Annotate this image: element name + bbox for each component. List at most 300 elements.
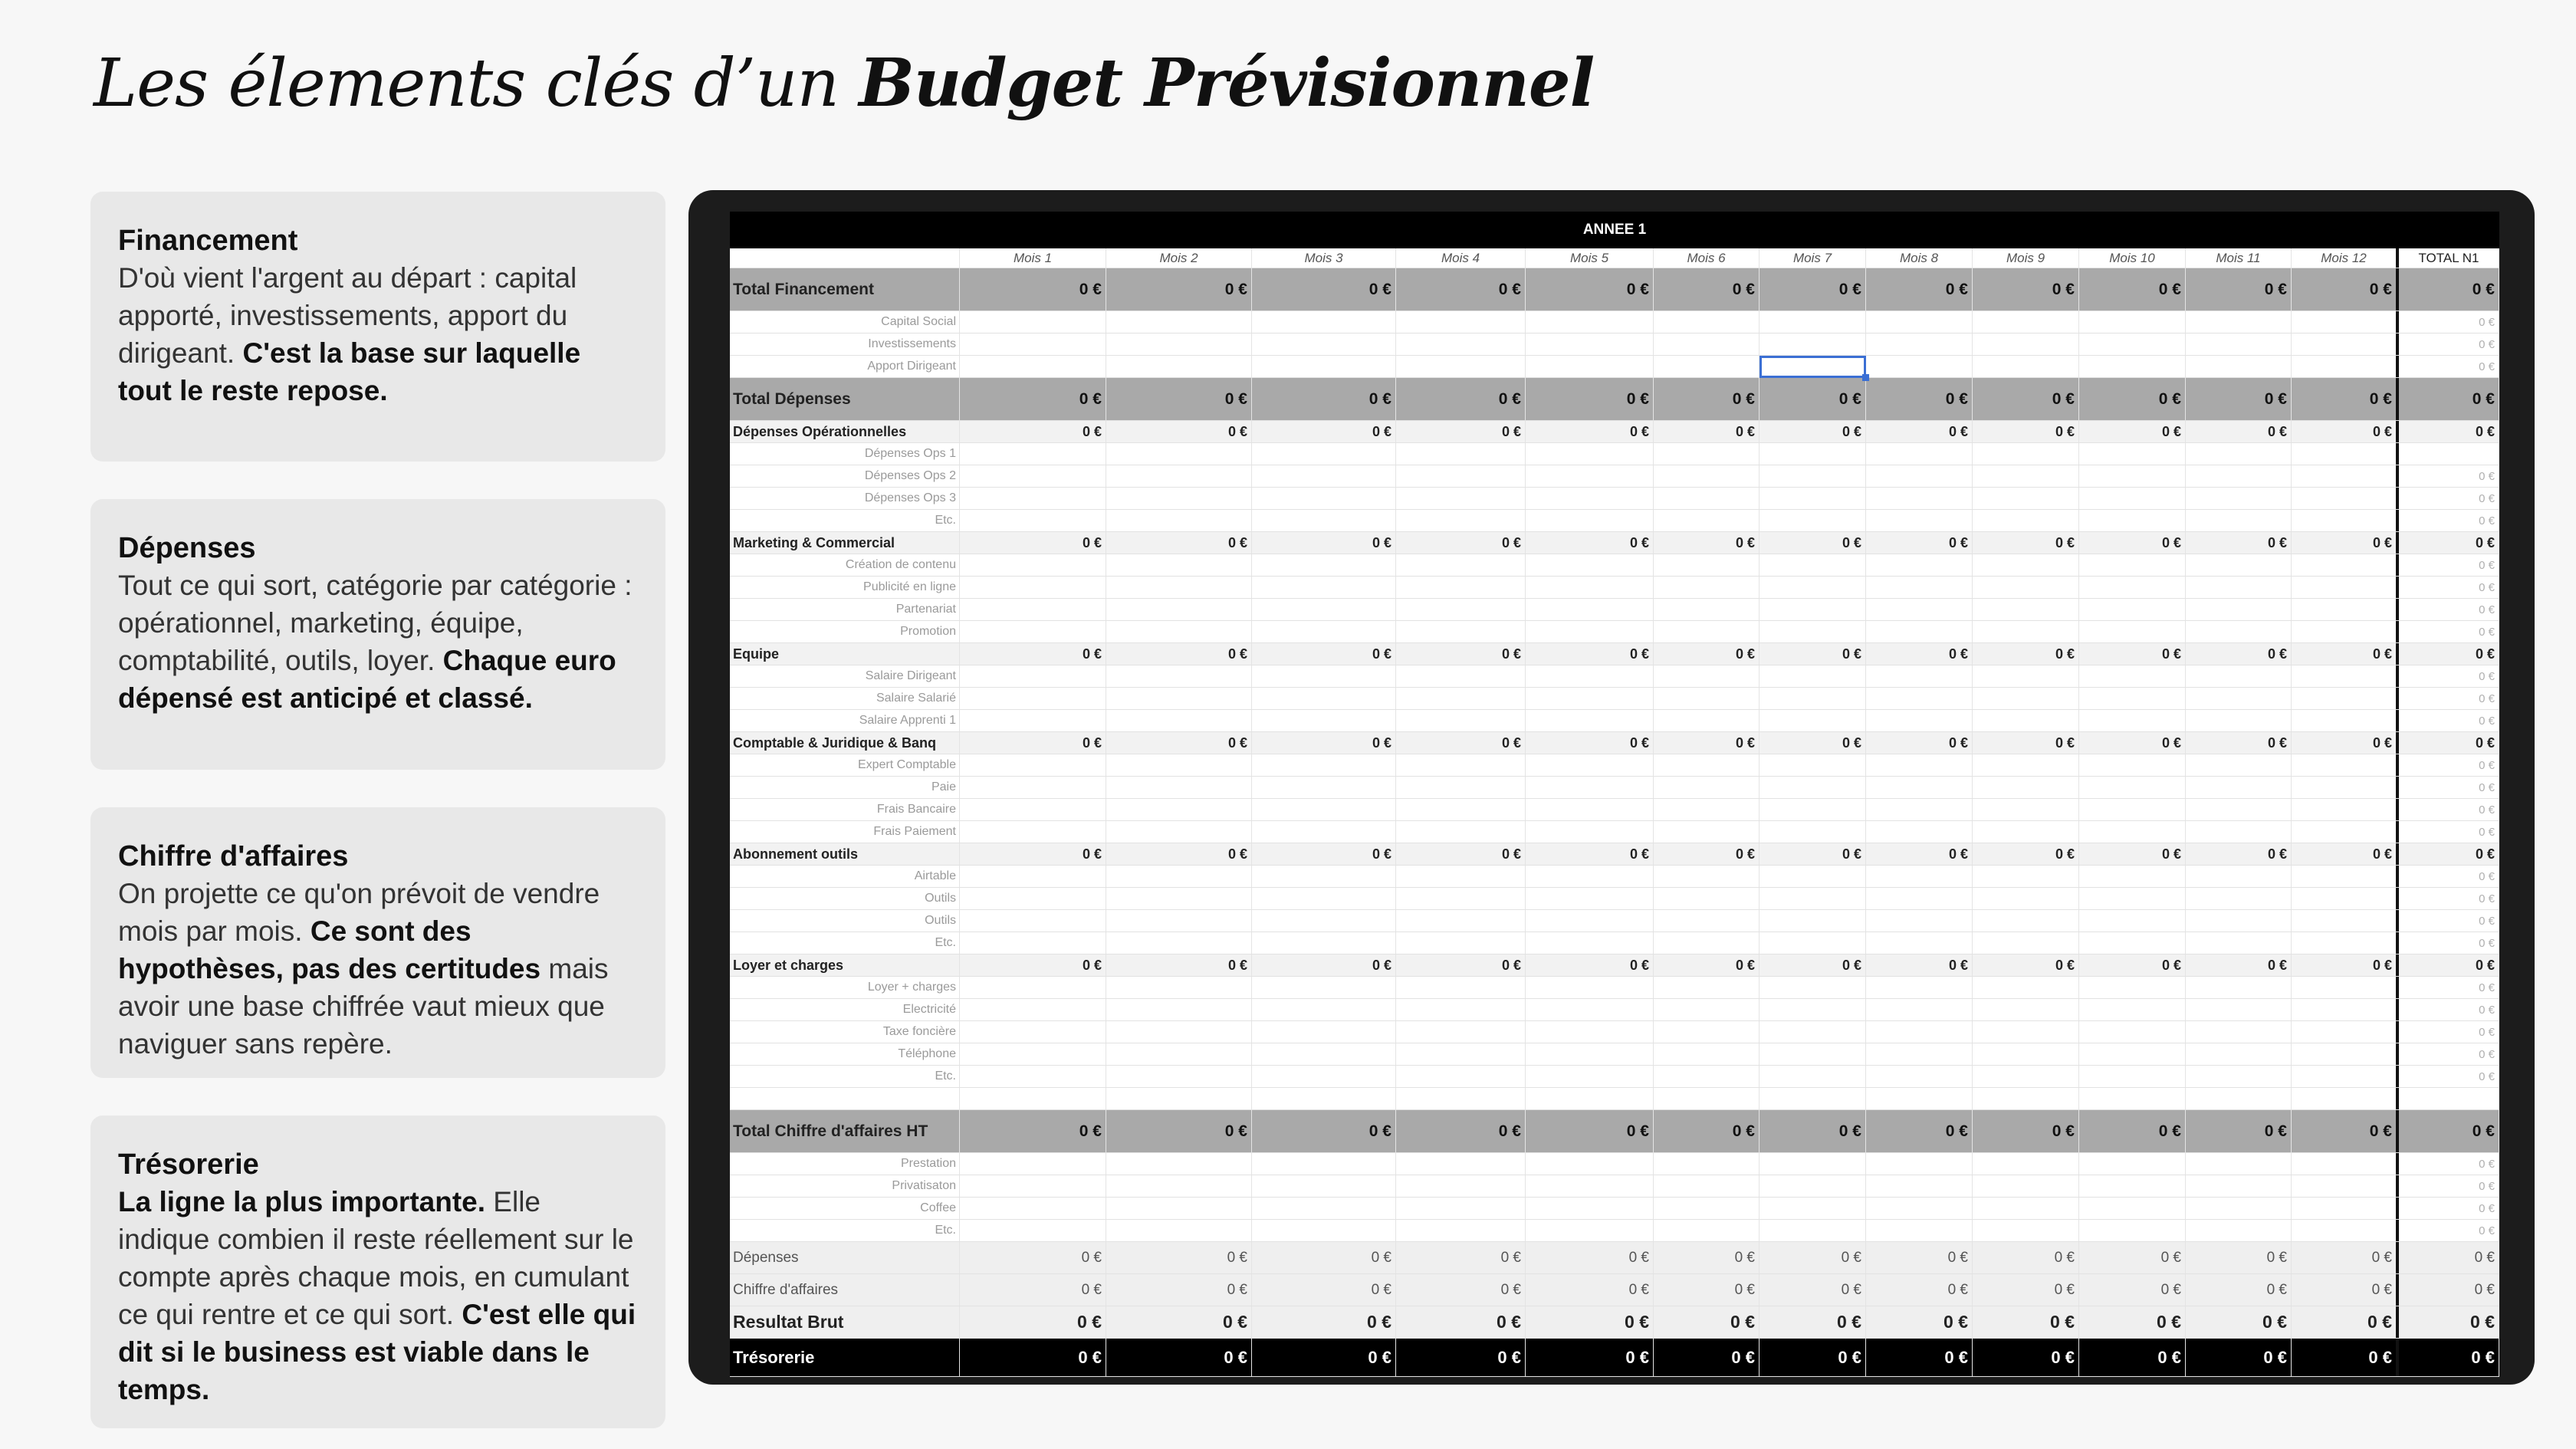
value-cell[interactable] [1866, 577, 1973, 598]
month-header[interactable]: Mois 10 [2079, 248, 2186, 268]
value-cell[interactable] [1654, 1043, 1760, 1065]
value-cell[interactable] [1106, 1021, 1252, 1043]
value-cell[interactable] [2292, 1220, 2399, 1241]
value-cell[interactable]: 0 € [1396, 1274, 1526, 1306]
value-cell[interactable] [1760, 1021, 1866, 1043]
value-cell[interactable] [1106, 1175, 1252, 1197]
value-cell[interactable] [2079, 1066, 2186, 1087]
value-cell[interactable] [1526, 443, 1654, 465]
row-label[interactable]: Airtable [730, 866, 960, 887]
value-cell[interactable]: 0 € [960, 643, 1106, 665]
value-cell[interactable] [1252, 777, 1396, 798]
value-cell[interactable] [2079, 1153, 2186, 1175]
value-cell[interactable] [1252, 1220, 1396, 1241]
value-cell[interactable]: 0 € [1760, 1110, 1866, 1152]
value-cell[interactable] [1973, 1175, 2079, 1197]
value-cell[interactable] [1526, 710, 1654, 731]
value-cell[interactable] [2079, 932, 2186, 954]
value-cell[interactable]: 0 € [1866, 1242, 1973, 1273]
value-cell[interactable] [1760, 488, 1866, 509]
row-label[interactable]: Salaire Salarié [730, 688, 960, 709]
value-cell[interactable]: 0 € [1252, 643, 1396, 665]
row-label[interactable]: Total Chiffre d'affaires HT [730, 1110, 960, 1152]
value-cell[interactable] [2186, 1021, 2292, 1043]
value-cell[interactable] [1654, 710, 1760, 731]
row-label[interactable]: Frais Bancaire [730, 799, 960, 820]
value-cell[interactable] [2079, 688, 2186, 709]
value-cell[interactable]: 0 € [1526, 955, 1654, 976]
value-cell[interactable] [1252, 754, 1396, 776]
value-cell[interactable] [960, 488, 1106, 509]
value-cell[interactable] [1252, 710, 1396, 731]
total-cell[interactable]: 0 € [2399, 1066, 2499, 1087]
total-cell[interactable]: 0 € [2399, 356, 2499, 377]
value-cell[interactable]: 0 € [1760, 643, 1866, 665]
value-cell[interactable] [960, 1043, 1106, 1065]
value-cell[interactable] [1973, 1066, 2079, 1087]
value-cell[interactable] [1252, 932, 1396, 954]
value-cell[interactable] [1526, 866, 1654, 887]
total-cell[interactable]: 0 € [2399, 488, 2499, 509]
value-cell[interactable] [2292, 577, 2399, 598]
budget-spreadsheet[interactable] [730, 212, 2499, 1367]
total-cell[interactable] [2399, 1088, 2499, 1109]
value-cell[interactable] [1866, 554, 1973, 576]
value-cell[interactable] [1973, 977, 2079, 998]
row-label[interactable]: Investissements [730, 334, 960, 355]
value-cell[interactable] [1526, 488, 1654, 509]
row-label[interactable]: Electricité [730, 999, 960, 1020]
row-label[interactable]: Publicité en ligne [730, 577, 960, 598]
value-cell[interactable]: 0 € [2079, 843, 2186, 865]
value-cell[interactable] [1866, 599, 1973, 620]
value-cell[interactable]: 0 € [2186, 1339, 2292, 1376]
value-cell[interactable]: 0 € [1252, 532, 1396, 554]
value-cell[interactable] [1760, 443, 1866, 465]
value-cell[interactable] [1973, 1021, 2079, 1043]
value-cell[interactable]: 0 € [1760, 1306, 1866, 1338]
value-cell[interactable] [1866, 488, 1973, 509]
value-cell[interactable] [1760, 577, 1866, 598]
value-cell[interactable]: 0 € [2292, 421, 2399, 442]
value-cell[interactable] [2186, 665, 2292, 687]
value-cell[interactable] [1396, 465, 1526, 487]
value-cell[interactable] [960, 1198, 1106, 1219]
value-cell[interactable]: 0 € [2186, 1306, 2292, 1338]
total-cell[interactable]: 0 € [2399, 932, 2499, 954]
value-cell[interactable]: 0 € [1526, 1274, 1654, 1306]
value-cell[interactable] [1526, 1088, 1654, 1109]
value-cell[interactable]: 0 € [1106, 1274, 1252, 1306]
value-cell[interactable] [960, 1175, 1106, 1197]
value-cell[interactable]: 0 € [2079, 1339, 2186, 1376]
row-label[interactable]: Coffee [730, 1198, 960, 1219]
total-cell[interactable]: 0 € [2399, 311, 2499, 333]
value-cell[interactable]: 0 € [1252, 1110, 1396, 1152]
value-cell[interactable] [1654, 599, 1760, 620]
value-cell[interactable]: 0 € [1654, 643, 1760, 665]
value-cell[interactable] [1654, 1175, 1760, 1197]
value-cell[interactable] [1973, 1198, 2079, 1219]
value-cell[interactable] [1760, 334, 1866, 355]
value-cell[interactable]: 0 € [1252, 421, 1396, 442]
value-cell[interactable]: 0 € [1654, 843, 1760, 865]
value-cell[interactable]: 0 € [1866, 421, 1973, 442]
value-cell[interactable] [960, 866, 1106, 887]
value-cell[interactable]: 0 € [1654, 955, 1760, 976]
value-cell[interactable] [1866, 977, 1973, 998]
value-cell[interactable]: 0 € [1654, 1242, 1760, 1273]
value-cell[interactable]: 0 € [1866, 1339, 1973, 1376]
total-cell[interactable]: 0 € [2399, 378, 2499, 420]
value-cell[interactable]: 0 € [960, 421, 1106, 442]
value-cell[interactable] [960, 665, 1106, 687]
value-cell[interactable]: 0 € [1973, 1242, 2079, 1273]
value-cell[interactable]: 0 € [1526, 843, 1654, 865]
value-cell[interactable]: 0 € [1526, 1306, 1654, 1338]
value-cell[interactable]: 0 € [2079, 732, 2186, 754]
value-cell[interactable]: 0 € [2186, 532, 2292, 554]
value-cell[interactable] [960, 1066, 1106, 1087]
value-cell[interactable] [960, 932, 1106, 954]
value-cell[interactable]: 0 € [1252, 732, 1396, 754]
value-cell[interactable] [1760, 311, 1866, 333]
value-cell[interactable] [1396, 710, 1526, 731]
value-cell[interactable] [960, 465, 1106, 487]
total-cell[interactable]: 0 € [2399, 421, 2499, 442]
header-label-cell[interactable] [730, 248, 960, 268]
value-cell[interactable] [2079, 1043, 2186, 1065]
value-cell[interactable] [1654, 311, 1760, 333]
value-cell[interactable]: 0 € [1396, 843, 1526, 865]
value-cell[interactable]: 0 € [2292, 1306, 2399, 1338]
value-cell[interactable] [1526, 1066, 1654, 1087]
total-cell[interactable]: 0 € [2399, 1043, 2499, 1065]
month-header[interactable]: Mois 7 [1760, 248, 1866, 268]
value-cell[interactable] [1106, 510, 1252, 531]
value-cell[interactable] [1866, 1021, 1973, 1043]
value-cell[interactable]: 0 € [1396, 732, 1526, 754]
value-cell[interactable] [1973, 1088, 2079, 1109]
total-cell[interactable]: 0 € [2399, 1306, 2499, 1338]
value-cell[interactable] [2079, 710, 2186, 731]
value-cell[interactable]: 0 € [960, 843, 1106, 865]
value-cell[interactable] [2292, 1021, 2399, 1043]
value-cell[interactable]: 0 € [1760, 732, 1866, 754]
value-cell[interactable] [2186, 888, 2292, 909]
value-cell[interactable] [1760, 777, 1866, 798]
value-cell[interactable] [1973, 821, 2079, 843]
total-cell[interactable]: 0 € [2399, 1242, 2499, 1273]
value-cell[interactable] [2186, 1043, 2292, 1065]
value-cell[interactable]: 0 € [960, 268, 1106, 310]
total-cell[interactable]: 0 € [2399, 1110, 2499, 1152]
value-cell[interactable] [1526, 1043, 1654, 1065]
value-cell[interactable]: 0 € [1526, 421, 1654, 442]
value-cell[interactable] [2079, 665, 2186, 687]
value-cell[interactable] [1106, 665, 1252, 687]
value-cell[interactable]: 0 € [1396, 532, 1526, 554]
value-cell[interactable] [1973, 999, 2079, 1020]
value-cell[interactable] [1866, 334, 1973, 355]
value-cell[interactable]: 0 € [1252, 955, 1396, 976]
total-cell[interactable]: 0 € [2399, 888, 2499, 909]
value-cell[interactable] [1654, 334, 1760, 355]
row-label[interactable]: Capital Social [730, 311, 960, 333]
value-cell[interactable]: 0 € [1526, 643, 1654, 665]
value-cell[interactable]: 0 € [1973, 1274, 2079, 1306]
value-cell[interactable]: 0 € [1106, 732, 1252, 754]
value-cell[interactable]: 0 € [1866, 1110, 1973, 1152]
value-cell[interactable]: 0 € [1106, 532, 1252, 554]
value-cell[interactable]: 0 € [1760, 1242, 1866, 1273]
value-cell[interactable] [1760, 688, 1866, 709]
value-cell[interactable] [2186, 1220, 2292, 1241]
value-cell[interactable] [1396, 999, 1526, 1020]
value-cell[interactable] [1526, 1021, 1654, 1043]
row-label[interactable]: Salaire Dirigeant [730, 665, 960, 687]
value-cell[interactable] [1252, 311, 1396, 333]
value-cell[interactable] [1866, 665, 1973, 687]
value-cell[interactable] [1526, 599, 1654, 620]
value-cell[interactable] [1396, 799, 1526, 820]
row-label[interactable]: Dépenses Opérationnelles [730, 421, 960, 442]
value-cell[interactable] [1973, 754, 2079, 776]
value-cell[interactable]: 0 € [2186, 421, 2292, 442]
value-cell[interactable] [1106, 356, 1252, 377]
value-cell[interactable] [1396, 665, 1526, 687]
value-cell[interactable] [1654, 910, 1760, 932]
value-cell[interactable] [1760, 821, 1866, 843]
value-cell[interactable] [2186, 599, 2292, 620]
value-cell[interactable] [1526, 999, 1654, 1020]
value-cell[interactable] [960, 888, 1106, 909]
value-cell[interactable] [1654, 1088, 1760, 1109]
value-cell[interactable] [1252, 577, 1396, 598]
value-cell[interactable] [2079, 356, 2186, 377]
value-cell[interactable] [2079, 866, 2186, 887]
value-cell[interactable] [960, 821, 1106, 843]
value-cell[interactable] [1654, 356, 1760, 377]
total-cell[interactable]: 0 € [2399, 665, 2499, 687]
value-cell[interactable] [960, 1088, 1106, 1109]
value-cell[interactable]: 0 € [1252, 378, 1396, 420]
value-cell[interactable] [2292, 910, 2399, 932]
value-cell[interactable] [1526, 821, 1654, 843]
month-header[interactable]: Mois 2 [1106, 248, 1252, 268]
value-cell[interactable] [1866, 311, 1973, 333]
row-label[interactable]: Etc. [730, 1220, 960, 1241]
value-cell[interactable] [1526, 356, 1654, 377]
row-label[interactable]: Chiffre d'affaires [730, 1274, 960, 1306]
value-cell[interactable] [1654, 754, 1760, 776]
value-cell[interactable] [1973, 1043, 2079, 1065]
value-cell[interactable]: 0 € [2186, 843, 2292, 865]
value-cell[interactable] [2079, 334, 2186, 355]
value-cell[interactable]: 0 € [1526, 1242, 1654, 1273]
value-cell[interactable] [1526, 465, 1654, 487]
value-cell[interactable] [1866, 1198, 1973, 1219]
value-cell[interactable] [1106, 888, 1252, 909]
value-cell[interactable] [1526, 554, 1654, 576]
total-cell[interactable]: 0 € [2399, 1153, 2499, 1175]
value-cell[interactable] [2079, 599, 2186, 620]
value-cell[interactable]: 0 € [1654, 421, 1760, 442]
value-cell[interactable] [1396, 1175, 1526, 1197]
value-cell[interactable] [2186, 334, 2292, 355]
value-cell[interactable] [1526, 1153, 1654, 1175]
value-cell[interactable] [1106, 1088, 1252, 1109]
total-cell[interactable]: 0 € [2399, 621, 2499, 642]
value-cell[interactable] [1973, 710, 2079, 731]
value-cell[interactable]: 0 € [2079, 1306, 2186, 1338]
value-cell[interactable]: 0 € [2079, 1274, 2186, 1306]
value-cell[interactable] [960, 1153, 1106, 1175]
value-cell[interactable]: 0 € [1973, 378, 2079, 420]
value-cell[interactable]: 0 € [1396, 421, 1526, 442]
month-header[interactable]: Mois 3 [1252, 248, 1396, 268]
value-cell[interactable] [1760, 1153, 1866, 1175]
value-cell[interactable] [1526, 510, 1654, 531]
value-cell[interactable] [1396, 1198, 1526, 1219]
row-label[interactable]: Dépenses [730, 1242, 960, 1273]
value-cell[interactable] [2292, 866, 2399, 887]
value-cell[interactable] [1252, 1066, 1396, 1087]
total-cell[interactable]: 0 € [2399, 732, 2499, 754]
total-cell[interactable]: 0 € [2399, 599, 2499, 620]
value-cell[interactable] [2292, 710, 2399, 731]
value-cell[interactable] [1396, 1066, 1526, 1087]
value-cell[interactable] [1526, 910, 1654, 932]
row-label[interactable]: Frais Paiement [730, 821, 960, 843]
value-cell[interactable]: 0 € [1973, 1110, 2079, 1152]
value-cell[interactable] [960, 356, 1106, 377]
total-cell[interactable]: 0 € [2399, 554, 2499, 576]
value-cell[interactable] [1106, 1220, 1252, 1241]
value-cell[interactable]: 0 € [2079, 378, 2186, 420]
value-cell[interactable] [2292, 554, 2399, 576]
value-cell[interactable] [1973, 599, 2079, 620]
value-cell[interactable] [1106, 932, 1252, 954]
value-cell[interactable] [1866, 888, 1973, 909]
value-cell[interactable]: 0 € [1396, 643, 1526, 665]
value-cell[interactable] [1866, 356, 1973, 377]
value-cell[interactable] [1396, 356, 1526, 377]
value-cell[interactable] [2186, 356, 2292, 377]
total-cell[interactable]: 0 € [2399, 843, 2499, 865]
total-cell[interactable]: 0 € [2399, 510, 2499, 531]
total-cell[interactable]: 0 € [2399, 268, 2499, 310]
value-cell[interactable] [1252, 356, 1396, 377]
value-cell[interactable] [1396, 488, 1526, 509]
value-cell[interactable] [1973, 866, 2079, 887]
value-cell[interactable] [1760, 1175, 1866, 1197]
value-cell[interactable]: 0 € [1106, 843, 1252, 865]
value-cell[interactable]: 0 € [960, 1339, 1106, 1376]
value-cell[interactable]: 0 € [960, 1306, 1106, 1338]
value-cell[interactable] [1654, 821, 1760, 843]
value-cell[interactable] [2079, 577, 2186, 598]
value-cell[interactable] [1973, 799, 2079, 820]
value-cell[interactable] [1866, 1043, 1973, 1065]
row-label[interactable]: Dépenses Ops 1 [730, 443, 960, 465]
value-cell[interactable] [1106, 488, 1252, 509]
value-cell[interactable]: 0 € [1396, 1339, 1526, 1376]
value-cell[interactable]: 0 € [1973, 1339, 2079, 1376]
value-cell[interactable] [2186, 510, 2292, 531]
value-cell[interactable] [2292, 777, 2399, 798]
value-cell[interactable] [1654, 688, 1760, 709]
value-cell[interactable] [2292, 1043, 2399, 1065]
value-cell[interactable] [2292, 1175, 2399, 1197]
row-label[interactable]: Loyer et charges [730, 955, 960, 976]
total-cell[interactable]: 0 € [2399, 977, 2499, 998]
total-cell[interactable]: 0 € [2399, 532, 2499, 554]
row-label[interactable]: Outils [730, 910, 960, 932]
value-cell[interactable] [1760, 910, 1866, 932]
value-cell[interactable]: 0 € [1526, 1339, 1654, 1376]
value-cell[interactable] [1760, 1043, 1866, 1065]
value-cell[interactable] [2079, 910, 2186, 932]
month-header[interactable]: Mois 6 [1654, 248, 1760, 268]
row-label[interactable]: Apport Dirigeant [730, 356, 960, 377]
value-cell[interactable] [1396, 866, 1526, 887]
row-label[interactable]: Téléphone [730, 1043, 960, 1065]
value-cell[interactable]: 0 € [1526, 268, 1654, 310]
value-cell[interactable] [1866, 932, 1973, 954]
row-label[interactable]: Etc. [730, 932, 960, 954]
value-cell[interactable] [2079, 754, 2186, 776]
value-cell[interactable] [1252, 1043, 1396, 1065]
value-cell[interactable]: 0 € [2292, 1242, 2399, 1273]
value-cell[interactable]: 0 € [2292, 843, 2399, 865]
value-cell[interactable] [1396, 577, 1526, 598]
value-cell[interactable] [1973, 910, 2079, 932]
value-cell[interactable]: 0 € [1526, 1110, 1654, 1152]
value-cell[interactable] [2079, 1198, 2186, 1219]
value-cell[interactable] [2079, 1021, 2186, 1043]
value-cell[interactable] [1654, 665, 1760, 687]
value-cell[interactable]: 0 € [1866, 643, 1973, 665]
total-cell[interactable]: 0 € [2399, 866, 2499, 887]
value-cell[interactable] [1106, 1153, 1252, 1175]
value-cell[interactable]: 0 € [960, 378, 1106, 420]
value-cell[interactable] [2186, 688, 2292, 709]
value-cell[interactable] [960, 977, 1106, 998]
value-cell[interactable] [1526, 621, 1654, 642]
value-cell[interactable] [1973, 554, 2079, 576]
value-cell[interactable] [1654, 866, 1760, 887]
value-cell[interactable] [1252, 488, 1396, 509]
value-cell[interactable]: 0 € [1252, 1306, 1396, 1338]
value-cell[interactable] [2079, 777, 2186, 798]
value-cell[interactable] [1760, 932, 1866, 954]
total-cell[interactable]: 0 € [2399, 777, 2499, 798]
row-label[interactable] [730, 1088, 960, 1109]
value-cell[interactable] [1106, 311, 1252, 333]
value-cell[interactable]: 0 € [1106, 421, 1252, 442]
value-cell[interactable]: 0 € [2079, 1242, 2186, 1273]
value-cell[interactable] [960, 710, 1106, 731]
value-cell[interactable] [1106, 554, 1252, 576]
value-cell[interactable] [1654, 1066, 1760, 1087]
value-cell[interactable] [2292, 1066, 2399, 1087]
value-cell[interactable] [1106, 465, 1252, 487]
value-cell[interactable] [960, 334, 1106, 355]
value-cell[interactable] [2186, 621, 2292, 642]
value-cell[interactable] [1973, 311, 2079, 333]
value-cell[interactable] [1760, 866, 1866, 887]
